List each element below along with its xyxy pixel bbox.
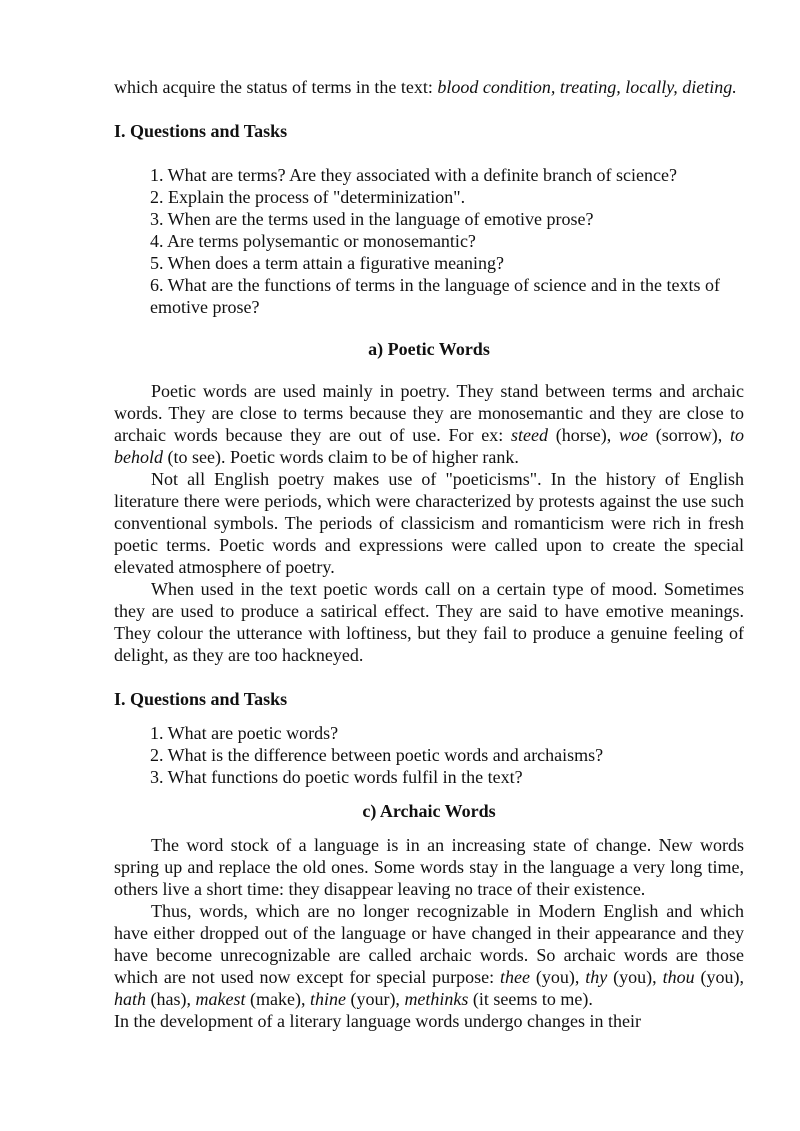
archaic-paragraph-2 — [114, 900, 744, 1010]
intro-terms: blood condition, treating, locally, dieting. — [437, 77, 737, 97]
question-item: 6. What are the functions of terms in the language of science and in the texts of emotive prose? — [150, 275, 720, 317]
archaic-gloss: (it seems to me). — [468, 989, 593, 1009]
question-item: 2. What is the difference between poetic words and archaisms? — [150, 745, 604, 765]
poetic-p1-gloss: (horse), — [547, 425, 619, 445]
poetic-paragraph-3: When used in the text poetic words call on a certain type of mood. Sometimes they are used to produce a satirical effect. They are said to have emotive meanings. They colour the utterance with loftiness, but they fail to produce a genuine feeling of delight, as they are too hackneyed. — [114, 579, 744, 665]
archaic-gloss: (you), — [694, 967, 744, 987]
section2-question-list — [114, 722, 744, 788]
archaic-gloss: (you), — [607, 967, 663, 987]
poetic-p1-text: Poetic words are used mainly in poetry. They stand between terms and archaic words. They are close to terms because they are monosemantic and they are close to archaic words because they are out of use. For ex: — [114, 381, 744, 445]
archaic-words-heading: c) Archaic Words — [362, 801, 496, 821]
archaic-paragraph-3: In the development of a literary language words undergo changes in their — [114, 1011, 641, 1031]
question-item: 1. What are poetic words? — [150, 723, 339, 743]
archaic-word: thee — [499, 967, 530, 987]
archaic-gloss: (make), — [245, 989, 310, 1009]
archaic-gloss: (your), — [345, 989, 405, 1009]
poetic-p1-text: (to see). Poetic words claim to be of higher rank. — [163, 447, 519, 467]
archaic-word: methinks — [404, 989, 469, 1009]
archaic-word: thy — [585, 967, 608, 987]
archaic-word: hath — [114, 989, 147, 1009]
question-item: 2. Explain the process of "determinization". — [150, 187, 466, 207]
section1-heading: I. Questions and Tasks — [114, 121, 288, 141]
archaic-gloss: (you), — [529, 967, 586, 987]
question-item: 5. When does a term attain a figurative meaning? — [150, 253, 505, 273]
archaic-word: thine — [309, 989, 346, 1009]
document-page — [114, 76, 744, 1032]
question-item: 1. What are terms? Are they associated with a definite branch of science? — [150, 165, 677, 185]
archaic-word: thou — [662, 967, 695, 987]
poetic-paragraph-2: Not all English poetry makes use of "poeticisms". In the history of English literature there were periods, which were characterized by protests against the use such conventional symbols. The periods of classicism and romanticism were rich in fresh poetic terms. Poetic words and expressions were called upon to create the special elevated atmosphere of poetry. — [114, 469, 744, 577]
archaic-p2-text: Thus, words, which are no longer recognizable in Modern English and which have either dropped out of the language or have changed in their appearance and they have become unrecognizable are called archaic words. So archaic words are those which are not used now except for special purpose: — [114, 901, 744, 987]
poetic-paragraph-1 — [114, 380, 744, 468]
poetic-p1-gloss: (sorrow), — [647, 425, 730, 445]
archaic-word: makest — [195, 989, 246, 1009]
poetic-word-steed: steed — [510, 425, 548, 445]
archaic-paragraph-1: The word stock of a language is in an increasing state of change. New words spring up and replace the old ones. Some words stay in the language a very long time, others live a short time: they disappear leaving no trace of their existence. — [114, 835, 744, 899]
section1-question-list — [114, 164, 744, 318]
archaic-gloss: (has), — [146, 989, 196, 1009]
intro-text: which acquire the status of terms in the text: — [114, 77, 438, 97]
question-item: 4. Are terms polysemantic or monosemantic? — [150, 231, 476, 251]
poetic-word-behold: to behold — [114, 425, 745, 467]
poetic-word-woe: woe — [618, 425, 648, 445]
intro-paragraph — [114, 76, 744, 98]
question-item: 3. What functions do poetic words fulfil in the text? — [150, 767, 523, 787]
poetic-words-heading: a) Poetic Words — [368, 339, 490, 359]
section2-heading: I. Questions and Tasks — [114, 689, 288, 709]
question-item: 3. When are the terms used in the language of emotive prose? — [150, 209, 594, 229]
